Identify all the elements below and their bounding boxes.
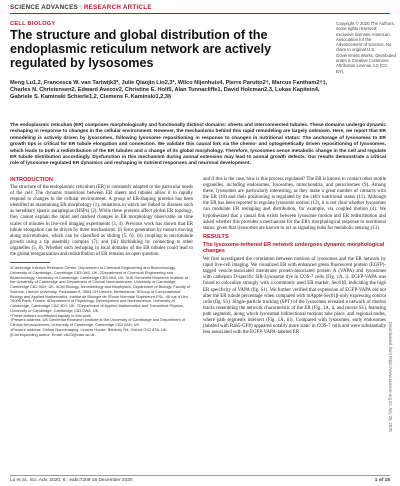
download-watermark: Downloaded from https://www.science.org on July 25, 2025	[388, 322, 393, 432]
subject-label: CELL BIOLOGY	[10, 21, 56, 27]
present-address-note-2: ‡Present address: Oxford Nanoimaging, Linacre House, Banbury Rd, Oxford OX2 8TA, UK.	[10, 326, 168, 332]
footer-citation: Lu et al., Sci. Adv. 2020; 6 : eabc7209 16 December 2020	[10, 478, 133, 483]
results-paragraph: We first investigated the correlation between motions of lysosomes and the ER network by rapid live-cell imaging. We visualized ER with enhanced green fluorescent protein (EGFP)-tagged vesicle-associated membrane protein-associated protein A (VAPA) and lysosomes with cathepsin D-specific SiR-Lysosome dye in COS-7 cells (Fig. 1A, i). EGFP-VAPA was found to colocalize strongly with a commonly used ER marker, Sec61β, indicating the high ER specificity of VAPA (fig. S1). We further verified that expression of EGFP-VAPA did not alter the ER tubule percentage when compared with mApple-Sec61β-only expressing control cells (fig. S1). Single-particle tracking (SPT) of the lysosomes revealed a network of motion tracks resembling the network characteristic of the ER (Fig. 1A, ii, and movie S1), featuring path segments, along which lysosomal bidirectional motions take place, and regional nodes, where path segments intersect (Fig. 1A, iii). Compared with lysosomes, early endosomes (labeled with Rab5-GFP) appeared notably more static in COS-7 cells and were substantially less associated with the EGFP-VAPA-labeled ER	[203, 257, 386, 336]
introduction-continued: and if this is the case, how is this process regulated? The ER is known to contact other motile organelles, including endosomes, lysosomes, mitochondria, and peroxisomes (9). Among these, lysosomes are particularly interesting, as they make a great number of contacts with the ER (10) and their positioning is regulated by the cell's nutritional status (11). Although the ER has been reported to regulate lysosome motion (12), it is not clear whether lysosomes can modulate ER reshaping and distribution, for example, via coupled motion (4). We hypothesized that a causal link exists between lysosome motion and ER redistribution and asked whether this provides a mechanism for the ER's morphological response to nutritional status, given that lysosomes are known to act as signaling hubs for metabolic sensing (13).	[203, 177, 386, 231]
footer-rule	[10, 475, 390, 476]
header-separator: |	[80, 4, 82, 11]
affiliations: 1Cambridge Infinitus Research Centre, Department of Chemical Engineering and Biotechnology, University of Cambridge, Cambridge CB3 0AS, UK. 2Department of Chemical Engineering and Biotechnology, University of Cambridge, Cambridge CB3 0AS, UK. 3UK Dementia Research Institute at the University of Cambridge and Department of Clinical Neurosciences, University of Cambridge, Cambridge CB2 0AH, UK. 4Cell Biology, Neurobiology and Biophysics, Department of Biology, Faculty of Science, Utrecht University, Padualaan 8, 3584 CH Utrecht, Netherlands. 5Group of Computational Biology and Applied Mathematics, Institut de Biologie de l'École Normale Supérieure-PSL, 46 rue d'Ulm, 75005 Paris, France. 6Department of Physiology, Development and Neuroscience, University of Cambridge, Cambridge CB2 3DY, UK. 7Department of Applied Mathematics and Theoretical Physics, University of Cambridge, Cambridge CB3 0WA, UK.	[10, 265, 191, 313]
introduction-paragraph: The structure of the endoplasmic reticulum (ER) is constantly adapted to the particular needs of the cell: The dynamic transitions between ER sheets and tubules allow it to rapidly respond to changes in the cellular environment. A group of ER-shaping proteins has been identified as maintaining ER morphology (1), mutations in which are linked to diseases such as hereditary spastic paraplegias (HSPs) (2). While these proteins affect global ER topology, they cannot explain the rapid and marked changes in ER morphology observable on time scales of minutes in live-cell imaging experiments (3, 4). Previous work has shown that ER tubule elongation can be driven by three mechanisms: (i) force generation by motors moving along microtubules, which can be classified as sliding (5, 6); (ii) coupling to microtubule growth using a tip assembly complex (7); and (iii) hitchhiking by connecting to other organelles (5, 8). Whether such reshaping in local domains of the ER tubules could lead to the global reorganization and redistribution of ER remains an open question.	[10, 185, 193, 258]
introduction-heading: INTRODUCTION	[10, 177, 53, 183]
right-column	[203, 177, 386, 338]
copyright-notice: Copyright © 2020 The Authors, some rights reserved; exclusive licensee American Association for the Advancement of Science. No claim to original U.S. Government Works. Distributed under a Creative Commons Attribution License 4.0 (CC BY).	[336, 21, 396, 74]
left-column	[10, 177, 193, 337]
corresponding-author[interactable]: §Corresponding author. Email: cfk23@cam.ac.uk	[10, 331, 95, 337]
article-type: RESEARCH ARTICLE	[83, 4, 152, 11]
journal-header	[10, 4, 152, 11]
journal-name[interactable]: SCIENCE ADVANCES	[10, 4, 79, 11]
header-rule	[10, 13, 390, 14]
present-address-note: †Present address: UK Dementia Research Institute at the University of Cambridge and Department of Clinical Neurosciences, University of Cambridge, Cambridge CB2 0AH, UK.	[10, 317, 185, 328]
results-subheading: The lysosome-tethered ER network undergoes dynamic morphological changes	[203, 241, 385, 255]
results-heading: RESULTS	[203, 233, 229, 240]
equal-contribution-note: *These authors contributed equally to this work.	[10, 312, 92, 318]
abstract: The endoplasmic reticulum (ER) comprises morphologically and functionally distinct domains: sheets and interconnected tubules. These domains undergo dynamic reshaping in response to changes in the cellular environment. However, the mechanisms behind this rapid remodeling are largely unknown. Here, we report that ER remodeling is actively driven by lysosomes, following lysosome repositioning in response to changes in nutritional status: The anchorage of lysosomes to ER growth tips is critical for ER tubule elongation and connection. We validate this causal link via the chemo- and optogenetically driven repositioning of lysosomes, which leads to both a redistribution of the ER tubules and a change of its global morphology. Therefore, lysosomes sense metabolic change in the cell and regulate ER tubule distribution accordingly. Dysfunction in this mechanism during axonal extension may lead to axonal growth defects. Our results demonstrate a critical role of lysosome-regulated ER dynamics and reshaping in nutrient responses and neuronal development.	[10, 123, 386, 167]
article-title: The structure and global distribution of the endoplasmic reticulum network are actively regulated by lysosomes	[10, 28, 272, 70]
page-number: 1 of 15	[374, 478, 390, 483]
footnote-divider	[10, 262, 50, 263]
author-list: Meng Lu1,2, Francesca W. van Tartwijk3*, Julie Qiaojin Lin2,3*, Wilco Nijenhuis4, Pierre Parutto2†, Marcus Fantham2†‡, Charles N. Christensen2, Edward Avezov2, Christine E. Holt5, Alan Tunnacliffe1, David Holcman2,3, Lukas Kapitein4, Gabriele S. Kaminski Schierle1,2, Clemens F. Kaminski1,2,3§	[10, 80, 328, 101]
